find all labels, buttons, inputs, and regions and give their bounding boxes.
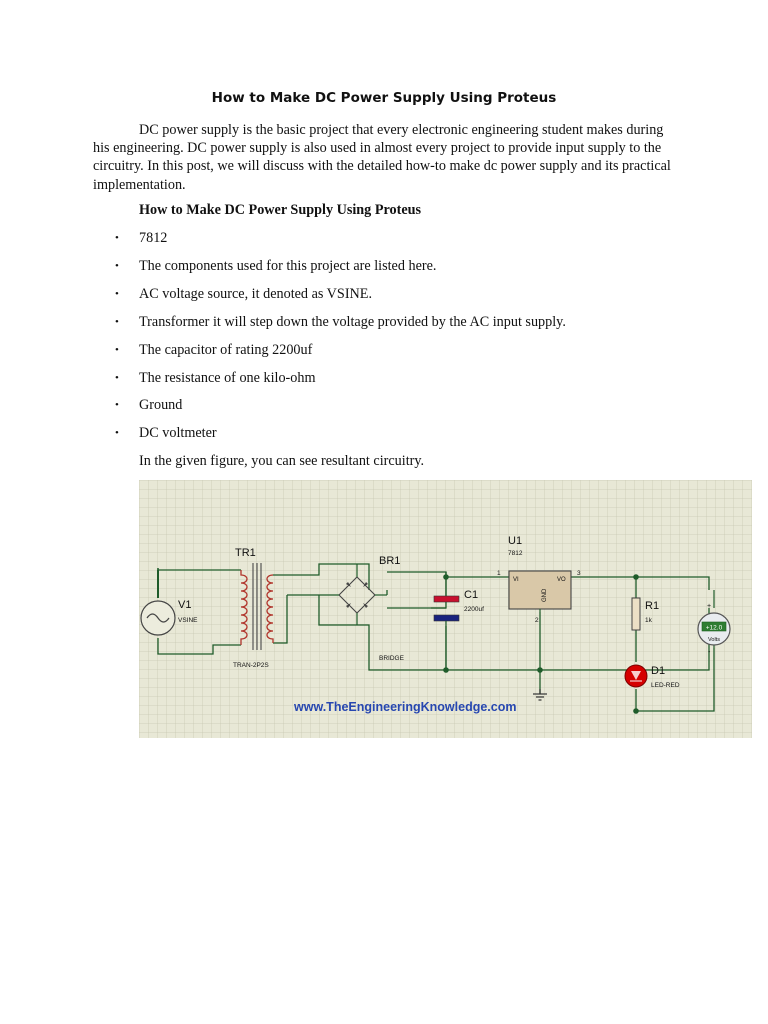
list-item-text: Transformer it will step down the voltage provided by the AC input supply. bbox=[139, 314, 566, 330]
u1-pin-vo-label: VO bbox=[557, 577, 566, 583]
br1-type-label: BRIDGE bbox=[379, 655, 404, 662]
bullet-icon: • bbox=[115, 372, 119, 384]
bullet-icon: • bbox=[115, 232, 119, 244]
list-item bbox=[115, 342, 312, 359]
bullet-icon: • bbox=[115, 399, 119, 411]
list-item-text: 7812 bbox=[139, 230, 168, 246]
bullet-icon: • bbox=[115, 288, 119, 300]
list-item-text: DC voltmeter bbox=[139, 425, 217, 441]
list-item-text: The components used for this project are listed here. bbox=[139, 258, 437, 274]
bullet-icon: • bbox=[115, 316, 119, 328]
v1-ref-label: V1 bbox=[178, 599, 192, 611]
r1-ref-label: R1 bbox=[645, 600, 660, 612]
list-item-text: The resistance of one kilo-ohm bbox=[139, 370, 316, 386]
voltmeter-minus-label: - bbox=[708, 649, 711, 656]
v1-type-label: VSINE bbox=[178, 617, 198, 624]
d1-type-label: LED-RED bbox=[651, 682, 680, 689]
list-item-text: Ground bbox=[139, 397, 183, 413]
list-item bbox=[115, 397, 182, 414]
u1-pin-gnd-label: GND bbox=[542, 588, 548, 602]
pin-1-label: 1 bbox=[497, 570, 501, 577]
u1-pin-vi-label: VI bbox=[513, 577, 519, 583]
section-heading: How to Make DC Power Supply Using Proteus bbox=[139, 202, 422, 218]
d1-ref-label: D1 bbox=[651, 665, 666, 677]
list-item bbox=[115, 258, 436, 275]
list-item bbox=[115, 370, 316, 387]
watermark-text: www.TheEngineeringKnowledge.com bbox=[294, 700, 517, 714]
circuit-schematic bbox=[139, 480, 752, 738]
list-item-text: The capacitor of rating 2200uf bbox=[139, 342, 313, 358]
list-item-text: AC voltage source, it denoted as VSINE. bbox=[139, 286, 372, 302]
r1-value-label: 1k bbox=[645, 617, 652, 624]
c1-ref-label: C1 bbox=[464, 589, 479, 601]
u1-type-label: 7812 bbox=[508, 550, 523, 557]
c1-value-label: 2200uf bbox=[464, 606, 484, 613]
bullet-icon: • bbox=[115, 427, 119, 439]
list-item bbox=[115, 314, 566, 331]
circuit-figure bbox=[139, 480, 752, 738]
pin-2-label: 2 bbox=[535, 617, 539, 624]
br1-ref-label: BR1 bbox=[379, 555, 401, 567]
bullet-icon: • bbox=[115, 260, 119, 272]
bullet-icon: • bbox=[115, 344, 119, 356]
tr1-ref-label: TR1 bbox=[235, 547, 256, 559]
intro-paragraph: DC power supply is the basic project that every electronic engineering student makes during his engineering. DC power supply is also used in almost every project to provide input supply to the circuitry. In this post, we will discuss with the detailed how-to make dc power supply and its practical implementation. bbox=[93, 122, 671, 193]
pin-3-label: 3 bbox=[577, 570, 581, 577]
tr1-type-label: TRAN-2P2S bbox=[233, 662, 269, 669]
voltmeter-reading: +12.0 bbox=[705, 624, 723, 632]
voltmeter-plus-label: + bbox=[707, 603, 712, 610]
figure-caption: In the given figure, you can see resultant circuitry. bbox=[139, 453, 425, 469]
voltmeter-unit: Volts bbox=[708, 637, 720, 643]
list-item bbox=[115, 286, 372, 303]
list-item bbox=[115, 230, 167, 247]
list-item bbox=[115, 425, 217, 442]
document-title: How to Make DC Power Supply Using Proteus bbox=[211, 90, 557, 106]
u1-ref-label: U1 bbox=[508, 535, 523, 547]
